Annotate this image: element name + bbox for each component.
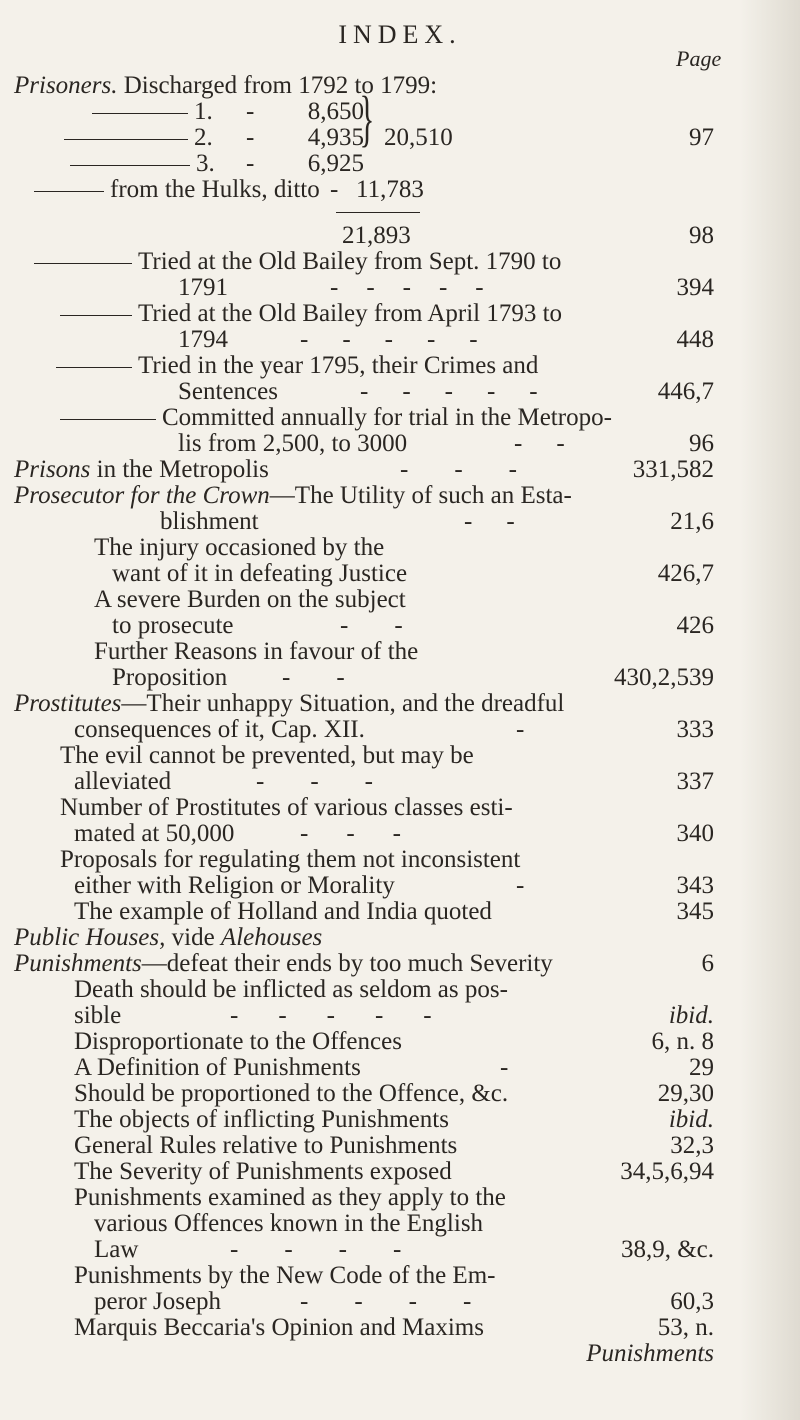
- examined-cont: various Offences known in the English: [94, 1210, 484, 1237]
- leader-dots: ----: [230, 1236, 448, 1263]
- injury: The injury occasioned by the: [94, 534, 385, 561]
- death: Death should be inflicted as seldom as pos-: [74, 976, 508, 1003]
- brace-icon: }: [359, 85, 375, 153]
- leader-dots: --: [514, 430, 599, 457]
- examined: Punishments examined as they apply to the: [74, 1184, 506, 1211]
- prosecutor-heading: Prosecutor for the Crown: [14, 482, 270, 509]
- leader-dots: -----: [360, 378, 572, 405]
- burden-page: 426: [676, 612, 714, 639]
- page-title: INDEX.: [338, 20, 462, 49]
- punishments-heading: Punishments: [14, 950, 142, 977]
- discharge-3-label: 3.: [196, 150, 215, 177]
- prisoners-text: Discharged from 1792 to 1799:: [123, 72, 438, 99]
- old-bailey-2: Tried at the Old Bailey from April 1793 to: [60, 300, 562, 328]
- prosecutor-cont: blishment: [160, 508, 259, 535]
- leader-dots: --: [282, 664, 391, 691]
- hulks-value: 11,783: [356, 176, 424, 203]
- emperor-page: 60,3: [670, 1288, 714, 1315]
- number-cont: mated at 50,000: [74, 820, 235, 847]
- old-bailey-1: Tried at the Old Bailey from Sept. 1790 to: [34, 248, 561, 276]
- discharge-1-value: 8,650: [307, 98, 364, 125]
- dash-mark: -: [246, 124, 255, 151]
- burden-cont: to prosecute: [112, 612, 234, 639]
- beccaria: Marquis Beccaria's Opinion and Maxims: [74, 1314, 484, 1341]
- sum-page: 98: [689, 222, 714, 249]
- reasons: Further Reasons in favour of the: [94, 638, 419, 665]
- discharge-2-value: 4,935: [307, 124, 364, 151]
- number: Number of Prostitutes of various classes esti-: [60, 794, 513, 821]
- dash-rule: [64, 139, 188, 140]
- evil: The evil cannot be prevented, but may be: [60, 742, 474, 769]
- proportioned: Should be proportioned to the Offence, &c.: [74, 1080, 509, 1107]
- dash-mark: -: [246, 98, 255, 125]
- example: The example of Holland and India quoted: [74, 898, 492, 925]
- leader-dots: --: [464, 508, 549, 535]
- emperor: Punishments by the New Code of the Em-: [74, 1262, 496, 1289]
- leader-dots: -----: [230, 1002, 472, 1029]
- old-bailey-2-page: 448: [676, 326, 714, 353]
- prisons-heading: Prisons: [14, 456, 91, 483]
- page-column-label: Page: [676, 46, 722, 71]
- proposals: Proposals for regulating them not inconsistent: [60, 846, 521, 873]
- evil-cont: alleviated: [74, 768, 172, 795]
- discharge-page: 97: [689, 124, 714, 151]
- prosecutor-entry: Prosecutor for the Crown—The Utility of such an Esta-: [14, 482, 572, 509]
- death-page: ibid.: [668, 1002, 714, 1029]
- burden: A severe Burden on the subject: [94, 586, 406, 613]
- leader-dots: -: [516, 716, 525, 743]
- dash-rule: [56, 367, 132, 368]
- injury-page: 426,7: [657, 560, 714, 587]
- discharge-row-3: [70, 150, 215, 178]
- emperor-cont: peror Joseph: [94, 1288, 222, 1315]
- committed: Committed annually for trial in the Metropo-: [60, 404, 612, 432]
- examined-page: 38,9, &c.: [620, 1236, 714, 1263]
- committed-page: 96: [689, 430, 714, 457]
- committed-cont: lis from 2,500, to 3000: [178, 430, 408, 457]
- tried-1795-cont: Sentences: [178, 378, 278, 405]
- prosecutor-page: 21,6: [670, 508, 714, 535]
- hulks-row: [34, 176, 320, 204]
- dash-rule: [60, 419, 156, 420]
- definition: A Definition of Punishments: [74, 1054, 361, 1081]
- leader-dots: ---: [256, 768, 419, 795]
- objects-page: ibid.: [668, 1106, 714, 1133]
- objects: The objects of inflicting Punishments: [74, 1106, 449, 1133]
- discharge-2-label: 2.: [194, 124, 213, 151]
- proposals-page: 343: [676, 872, 714, 899]
- discharge-total: 20,510: [384, 124, 453, 151]
- evil-page: 337: [676, 768, 714, 795]
- rules-page: 32,3: [670, 1132, 714, 1159]
- public-houses-entry: Public Houses, vide Alehouses: [14, 924, 323, 951]
- proposals-cont: either with Religion or Morality: [74, 872, 395, 899]
- reasons-page: 430,2,539: [614, 664, 714, 691]
- dash-rule: [34, 263, 132, 264]
- examined-cont-2: Law: [94, 1236, 139, 1263]
- injury-cont: want of it in defeating Justice: [112, 560, 408, 587]
- prostitutes-cont: consequences of it, Cap. XII.: [74, 716, 365, 743]
- prisoners-heading: Prisoners.: [14, 72, 118, 99]
- example-page: 345: [676, 898, 714, 925]
- leader-dots: -----: [330, 274, 512, 301]
- dash-rule: [34, 191, 104, 192]
- prisons-page: 331,582: [632, 456, 714, 483]
- prostitutes-entry: Prostitutes—Their unhappy Situation, and the dreadful: [14, 690, 565, 717]
- sum-rule: [336, 212, 420, 213]
- old-bailey-1-cont: 1791: [178, 274, 228, 301]
- prostitutes-page: 333: [676, 716, 714, 743]
- dash-mark: -: [330, 176, 339, 203]
- tried-1795-page: 446,7: [657, 378, 714, 405]
- severity: The Severity of Punishments exposed: [74, 1158, 452, 1185]
- old-bailey-2-cont: 1794: [178, 326, 228, 353]
- dash-rule: [70, 165, 190, 166]
- page-edge-shadow: [740, 0, 800, 1420]
- old-bailey-1-page: 394: [676, 274, 714, 301]
- rules: General Rules relative to Punishments: [74, 1132, 458, 1159]
- leader-dots: ---: [400, 456, 563, 483]
- prostitutes-heading: Prostitutes: [14, 690, 122, 717]
- punishments-page: 6: [701, 950, 714, 977]
- beccaria-page: 53, n.: [657, 1314, 714, 1341]
- number-page: 340: [676, 820, 714, 847]
- discharge-row-2: [64, 124, 213, 152]
- discharge-row-1: [92, 98, 213, 126]
- definition-page: 29: [689, 1054, 714, 1081]
- severity-page: 34,5,6,94: [620, 1158, 714, 1185]
- hulks-text: from the Hulks, ditto: [110, 176, 320, 203]
- dash-rule: [92, 113, 188, 114]
- dash-mark: -: [246, 150, 255, 177]
- leader-dots: ---: [300, 820, 439, 847]
- public-houses-heading: Public Houses,: [14, 924, 166, 951]
- disproportionate: Disproportionate to the Offences: [74, 1028, 402, 1055]
- leader-dots: -----: [300, 326, 512, 353]
- catchword: Punishments: [586, 1340, 714, 1367]
- tried-1795: Tried in the year 1795, their Crimes and: [56, 352, 538, 380]
- leader-dots: --: [340, 612, 449, 639]
- proportioned-page: 29,30: [657, 1080, 714, 1107]
- leader-dots: -: [516, 872, 525, 899]
- prisons-entry: Prisons in the Metropolis: [14, 456, 269, 483]
- disproportionate-page: 6, n. 8: [651, 1028, 714, 1055]
- death-cont: sible: [74, 1002, 122, 1029]
- discharge-1-label: 1.: [194, 98, 213, 125]
- leader-dots: ----: [300, 1288, 518, 1315]
- sum-value: 21,893: [342, 222, 411, 249]
- reasons-cont: Proposition: [112, 664, 228, 691]
- public-houses-ref: Alehouses: [220, 924, 323, 951]
- punishments-entry: Punishments—defeat their ends by too much Severity: [14, 950, 553, 977]
- discharge-3-value: 6,925: [307, 150, 364, 177]
- dash-rule: [60, 315, 132, 316]
- leader-dots: -: [500, 1054, 509, 1081]
